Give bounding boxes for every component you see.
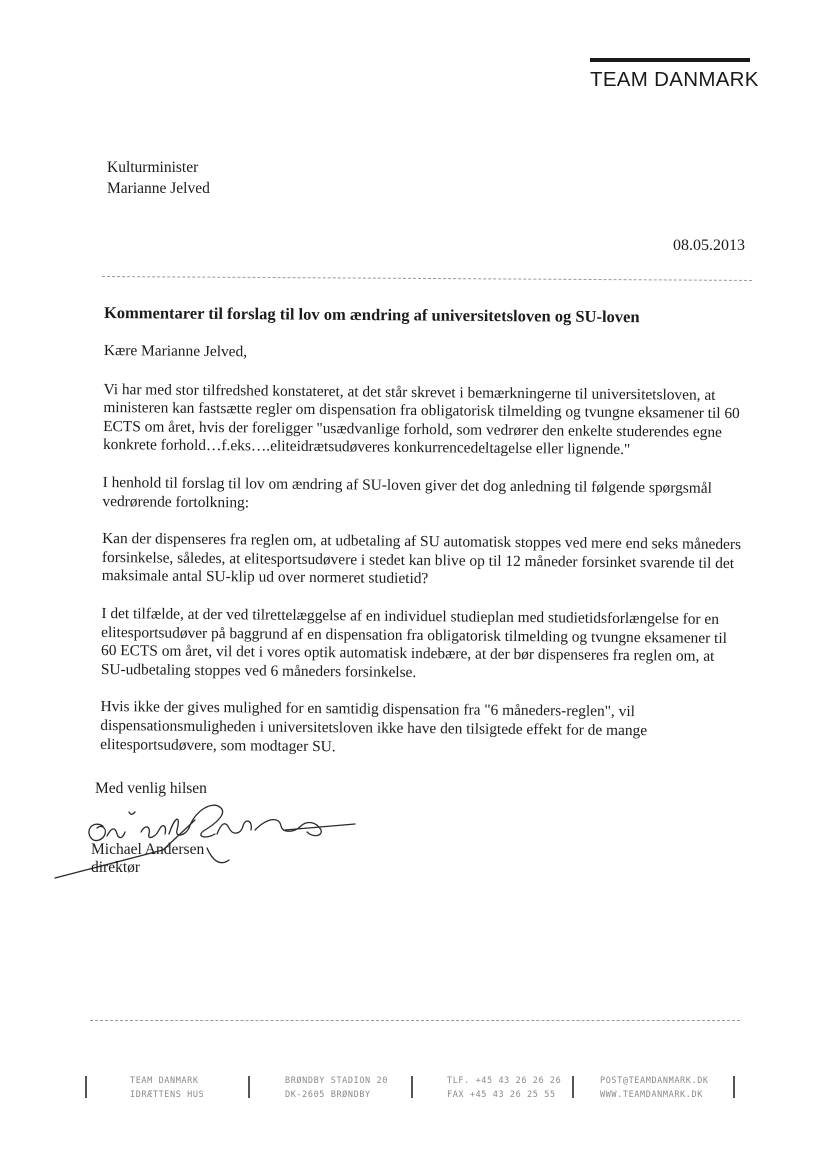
footer-phone bbox=[447, 1074, 561, 1102]
footer-address bbox=[285, 1074, 388, 1102]
footer-email: POST@TEAMDANMARK.DK bbox=[600, 1076, 709, 1086]
footer-divider bbox=[572, 1076, 574, 1098]
top-divider bbox=[102, 276, 752, 281]
footer-tel: TLF. +45 43 26 26 26 bbox=[447, 1076, 562, 1086]
footer-divider bbox=[85, 1076, 87, 1098]
footer-fax: FAX +45 43 26 25 55 bbox=[447, 1090, 556, 1100]
letter-date: 08.05.2013 bbox=[673, 237, 745, 254]
footer-divider bbox=[248, 1076, 250, 1098]
footer-web: WWW.TEAMDANMARK.DK bbox=[600, 1090, 703, 1100]
letterhead-footer bbox=[85, 1072, 745, 1106]
footer-organisation bbox=[130, 1074, 204, 1102]
paragraph-2: I henhold til forslag til lov om ændring af SU-loven giver det dog anledning til følgende spørgsmål vedrørende fortolkning: bbox=[102, 473, 712, 511]
bottom-divider bbox=[90, 1020, 740, 1021]
recipient-block bbox=[107, 157, 210, 199]
letter-body bbox=[100, 342, 744, 779]
paragraph-3: Kan der dispenseres fra reglen om, at udbetaling af SU automatisk stoppes ved mere end seks måneders forsinkelse, således, at elitesportsudøvere i stedet kan blive op til 12 måneder forsinket svarende til det maksimale antal SU-klip ud over normeret studietid? bbox=[101, 530, 742, 588]
paragraph-1: Vi har med stor tilfredshed konstateret, at det står skrevet i bemærkningerne til universitetsloven, at ministeren kan fastsætte regler om dispensation fra obligatorisk tilmelding og tvungne eksamener til 60 ECTS om året, hvis der foreligger "usædvanlige forhold, som vedrører den enkelte studerendes egne konkrete forhold…f.eks….eliteidrætsudøveres konkurrencedeltagelse eller lignende." bbox=[102, 380, 740, 459]
footer-street: BRØNDBY STADION 20 bbox=[285, 1076, 388, 1086]
paragraph-4: I det tilfælde, at der ved tilrettelæggelse af en individuel studieplan med studietidsforlængelse for en elitesportsudøver på baggrund af en dispensation fra obligatorisk tilmelding og tvungne eksamener til 60 ECTS om året, vil det i vores optik automatisk indebære, at der bør dispenseres fra reglen om, at SU-udbetaling stoppes ved 6 måneders forsinkelse. bbox=[100, 604, 728, 681]
logo-text: TEAM DANMARK bbox=[590, 68, 759, 91]
footer-divider bbox=[733, 1076, 735, 1098]
signatory-block bbox=[91, 841, 204, 877]
footer-contact bbox=[600, 1074, 709, 1102]
recipient-name: Marianne Jelved bbox=[107, 180, 210, 197]
team-danmark-logo bbox=[590, 58, 759, 92]
paragraph-5: Hvis ikke der gives mulighed for en samtidig dispensation fra "6 måneders-reglen", vil dispensationsmuligheden i universitetsloven ikke have den tilsigtede effekt for de mange elitesportsudøvere, som modtager SU. bbox=[100, 698, 648, 755]
letter-subject: Kommentarer til forslag til lov om ændring af universitetsloven og SU-loven bbox=[103, 303, 640, 327]
recipient-title: Kulturminister bbox=[107, 159, 199, 176]
signatory-role: direktør bbox=[91, 859, 141, 876]
signatory-name: Michael Andersen bbox=[91, 841, 205, 858]
footer-org-name: TEAM DANMARK bbox=[130, 1076, 199, 1086]
footer-city: DK-2605 BRØNDBY bbox=[285, 1090, 371, 1100]
salutation: Kære Marianne Jelved, bbox=[103, 342, 248, 361]
logo-rule bbox=[590, 58, 750, 62]
closing: Med venlig hilsen bbox=[95, 780, 207, 797]
footer-divider bbox=[411, 1076, 413, 1098]
footer-org-building: IDRÆTTENS HUS bbox=[130, 1090, 205, 1100]
